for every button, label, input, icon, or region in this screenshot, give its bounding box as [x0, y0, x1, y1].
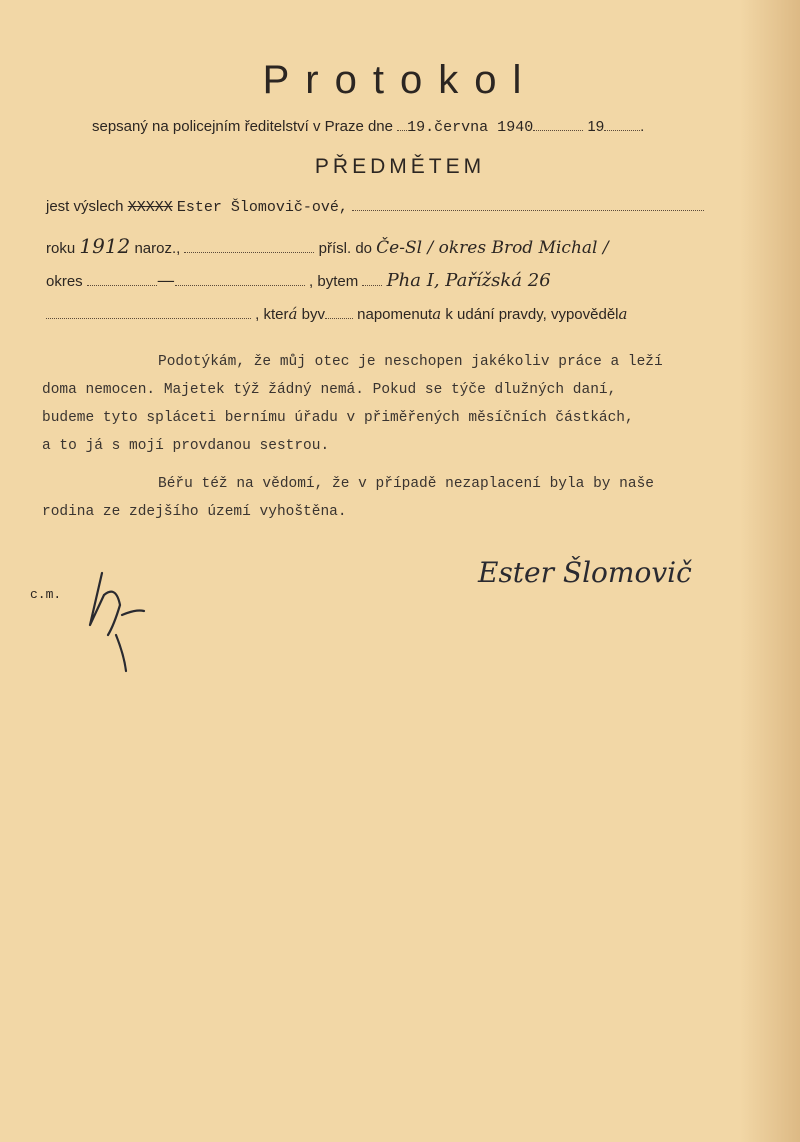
dotted-line [397, 118, 407, 131]
admonition-line [46, 305, 627, 323]
cm-label: c.m. [30, 587, 62, 602]
statement-line: a to já s mojí provdanou sestrou. [42, 438, 330, 454]
dotted-line [46, 306, 251, 319]
prisl-value: Če-Sl / okres Brod Michal / [376, 238, 609, 258]
k-udani-label: k udání pravdy, vypověděl [445, 306, 619, 323]
sepsany-label: sepsaný na policejním ředitelství v Praze dne [92, 118, 393, 135]
dotted-line [352, 198, 704, 211]
statement-line: budeme tyto spláceti bernímu úřadu v přiměřených měsíčních částkách, [42, 410, 634, 426]
dotted-line [325, 306, 353, 319]
birth-year-value: 1912 [79, 234, 131, 258]
jest-vyslech-label: jest výslech [46, 198, 124, 215]
dotted-line [533, 118, 583, 131]
statement-line: rodina ze zdejšího území vyhoštěna. [42, 504, 347, 520]
dotted-line [604, 118, 640, 131]
napomenut-label: napomenut [357, 306, 433, 323]
kter-suffix: á [288, 305, 298, 323]
okres-value: — [156, 270, 175, 291]
year-prefix: 19 [587, 118, 605, 135]
applicant-signature: Ester Šlomovič [478, 556, 692, 589]
date-value: 19.června 1940 [407, 119, 534, 136]
document-title: Protokol [262, 58, 538, 102]
hearing-line [46, 198, 704, 216]
struck-text: XXXXX [127, 199, 173, 216]
birth-line [46, 234, 609, 258]
district-line [46, 270, 551, 291]
statement-line: doma nemocen. Majetek týž žádný nemá. Pokud se týče dlužných daní, [42, 382, 617, 398]
naroz-label: naroz., [134, 240, 181, 257]
vypovedel-suffix: a [618, 305, 628, 323]
statement-line: Podotýkám, že můj otec je neschopen jakékoliv práce a leží [158, 354, 663, 370]
dotted-line [87, 273, 157, 286]
person-name: Ester Šlomovič-ové, [176, 199, 348, 216]
subject-heading: PŘEDMĚTEM [314, 155, 486, 178]
address-value: Pha I, Pařížská 26 [386, 270, 551, 291]
dotted-line [184, 240, 314, 253]
byv-label: byv [301, 306, 325, 323]
statement-line: Béřu též na vědomí, že v případě nezaplacení byla by naše [158, 476, 654, 492]
kter-label: , kter [255, 306, 289, 323]
official-initials [86, 565, 166, 675]
place-date-line: sepsaný na policejním ředitelství v Praze dne 19.června 1940 19 . [92, 118, 645, 136]
napomenut-suffix: a [432, 305, 442, 323]
okres-label: okres [46, 273, 83, 290]
dotted-line [362, 273, 382, 286]
bytem-label: , bytem [309, 273, 359, 290]
dotted-line [175, 273, 305, 286]
prisl-label: přísl. do [318, 240, 372, 257]
roku-label: roku [46, 240, 76, 257]
